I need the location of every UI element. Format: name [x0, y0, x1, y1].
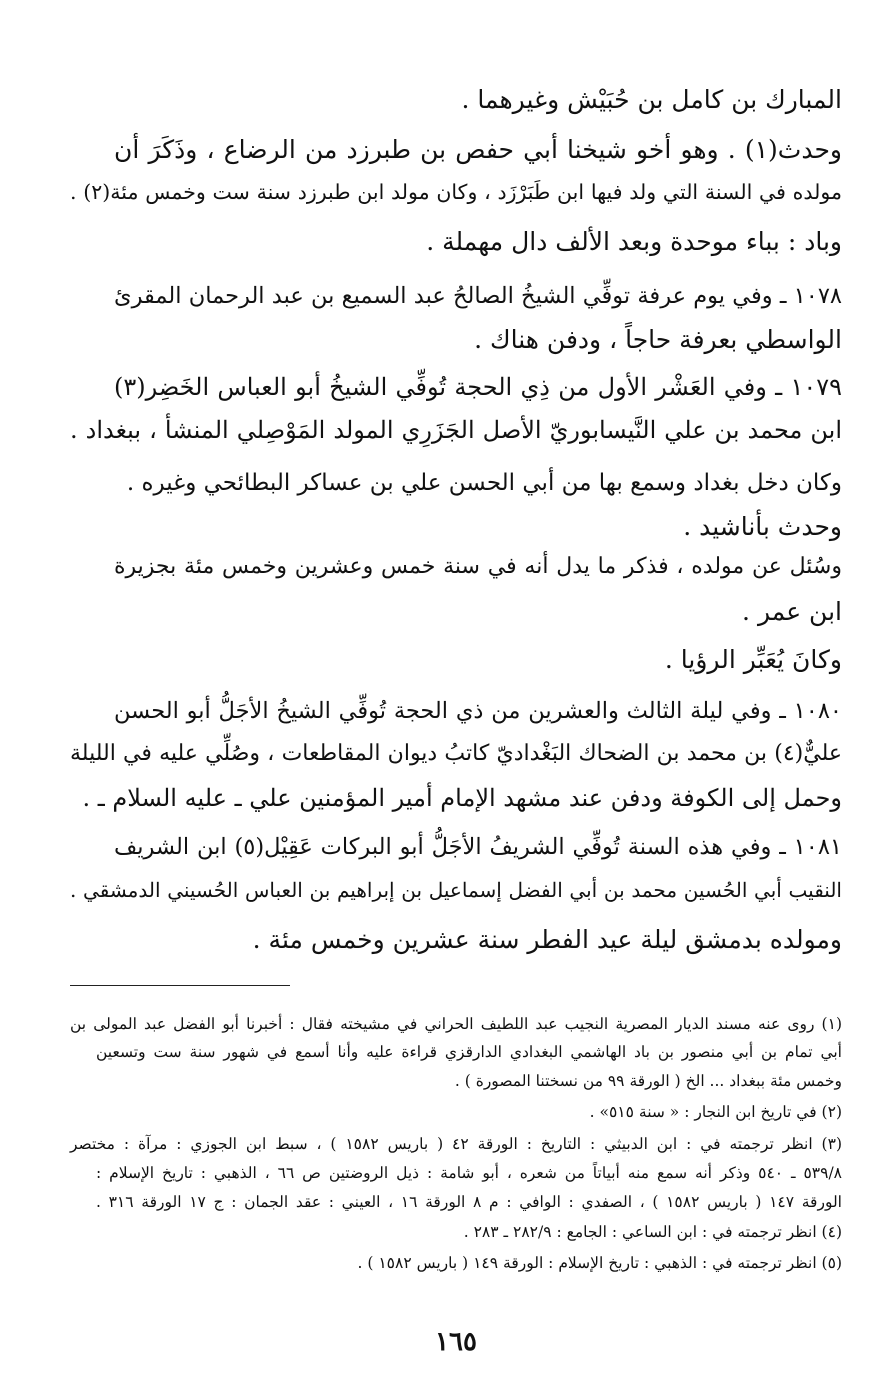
- book-page: [70, 0, 842, 1393]
- footnote-line: الورقة ١٤٧ ( باريس ١٥٨٢ ) ، الصفدي : الوافي : م ٨ الورقة ١٦ ، العيني : عقد الجمان : ج ١٧ الورقة ٣١٦ .: [96, 1193, 842, 1211]
- entry-1081-line: ١٠٨١ ـ وفي هذه السنة تُوفِّي الشريفُ الأجَلُّ أبو البركات عَقِيْل(٥) ابن الشريف: [114, 834, 842, 860]
- text-line: مولده في السنة التي ولد فيها ابن طَبَرْزَد ، وكان مولد ابن طبرزد سنة ست وخمس مئة(٢) .: [70, 180, 843, 204]
- entry-1078-line: ١٠٧٨ ـ وفي يوم عرفة توفِّي الشيخُ الصالحُ عبد السميع بن عبد الرحمان المقرئ: [114, 283, 842, 309]
- footnote-3-line: (٣) انظر ترجمته في : ابن الدبيثي : التاريخ : الورقة ٤٢ ( باريس ١٥٨٢ ) ، سبط ابن الجوزي : مرآة : مختصر: [70, 1135, 842, 1153]
- text-line: ابن محمد بن علي النَّيسابوريّ الأصل الجَزَرِي المولد المَوْصِلي المنشأ ، ببغداد .: [70, 416, 842, 444]
- entry-1079-line: ١٠٧٩ ـ وفي العَشْر الأول من ذِي الحجة تُوفِّي الشيخُ أبو العباس الخَضِر(٣): [114, 373, 842, 401]
- text-line: وسُئل عن مولده ، فذكر ما يدل أنه في سنة خمس وعشرين وخمس مئة بجزيرة: [114, 554, 842, 579]
- page-number: ١٦٥: [435, 1327, 477, 1357]
- footnote-line: أبي تمام بن أبي منصور بن باد الهاشمي البغدادي الدارقزي قراءة عليه وأنا أسمع في شهور سنة ست وتسعين: [96, 1043, 842, 1061]
- footnote-line: وخمس مئة ببغداد ... الخ ( الورقة ٩٩ من نسختنا المصورة ) .: [454, 1072, 842, 1090]
- footnote-5-line: (٥) انظر ترجمته في : الذهبي : تاريخ الإسلام : الورقة ١٤٩ ( باريس ١٥٨٢ ) .: [357, 1254, 842, 1272]
- text-line: وباد : بباء موحدة وبعد الألف دال مهملة .: [426, 227, 842, 256]
- text-line: وحمل إلى الكوفة ودفن عند مشهد الإمام أمير المؤمنين علي ـ عليه السلام ـ .: [82, 784, 842, 812]
- entry-1080-line: ١٠٨٠ ـ وفي ليلة الثالث والعشرين من ذي الحجة تُوفِّي الشيخُ الأجَلُّ أبو الحسن: [114, 698, 842, 724]
- text-line: ابن عمر .: [742, 597, 842, 626]
- footnote-2-line: (٢) في تاريخ ابن النجار : « سنة ٥١٥» .: [589, 1103, 842, 1121]
- text-line: النقيب أبي الحُسين محمد بن أبي الفضل إسماعيل بن إبراهيم بن العباس الحُسيني الدمشقي .: [70, 878, 842, 902]
- text-line: عليٌّ(٤) بن محمد بن الضحاك البَغْداديّ كاتبُ ديوان المقاطعات ، وصُلِّي عليه في الليلة: [70, 741, 842, 766]
- text-line: وحدث بأناشيد .: [683, 512, 842, 541]
- footnote-line: ٥٣٩/٨ ـ ٥٤٠ وذكر أنه سمع منه أبياتاً من شعره ، أبو شامة : ذيل الروضتين ص ٦٦ ، الذهبي : تاريخ الإسلام :: [96, 1164, 842, 1182]
- text-line: وحدث(١) . وهو أخو شيخنا أبي حفص بن طبرزد من الرضاع ، وذَكَرَ أن: [114, 135, 842, 164]
- text-line: الواسطي بعرفة حاجاً ، ودفن هناك .: [474, 325, 842, 354]
- text-line: وكان دخل بغداد وسمع بها من أبي الحسن علي بن عساكر البطائحي وغيره .: [126, 470, 842, 496]
- footnote-separator: [70, 985, 290, 986]
- text-line: ومولده بدمشق ليلة عيد الفطر سنة عشرين وخمس مئة .: [252, 925, 842, 954]
- footnote-1-line: (١) روى عنه مسند الديار المصرية النجيب عبد اللطيف الحراني في مشيخته فقال : أخبرنا أبو الفضل عبد المولى بن: [70, 1015, 842, 1033]
- text-line: وكانَ يُعَبِّر الرؤيا .: [664, 645, 842, 674]
- footnote-4-line: (٤) انظر ترجمته في : ابن الساعي : الجامع : ٢٨٢/٩ ـ ٢٨٣ .: [463, 1223, 842, 1241]
- text-line: المبارك بن كامل بن حُبَيْش وغيرهما .: [461, 85, 842, 114]
